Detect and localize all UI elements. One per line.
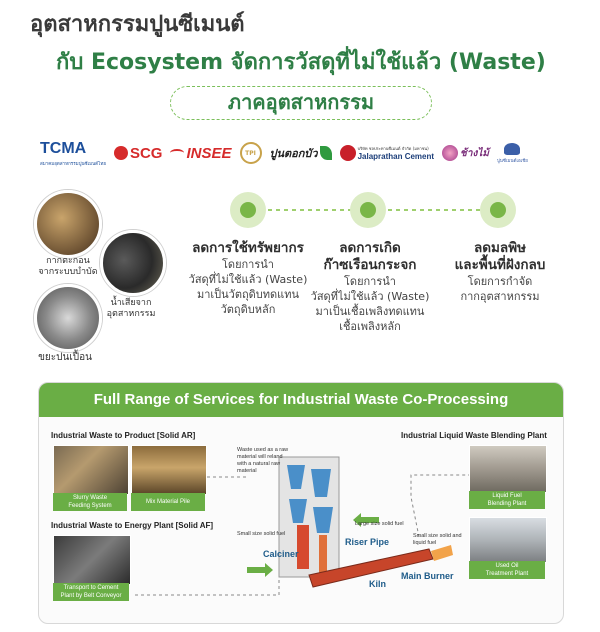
tcma-logo-sub: สมาคมอุตสาหกรรมปูนซีเมนต์ไทย [40, 161, 106, 167]
sludge-caption: กากตะกอน จากระบบบำบัด [38, 256, 98, 277]
insee-logo-text: INSEE [186, 144, 232, 162]
main-burner-label: Main Burner [401, 571, 454, 581]
asia-cement-logo-text: ปูนซีเมนต์เอเชีย [496, 158, 528, 164]
liquid-fuel-label: Liquid Fuel Blending Plant [469, 491, 545, 509]
benefit-greenhouse-line: มาเป็นเชื้อเพลิงทดแทน [315, 305, 425, 318]
scg-logo [114, 145, 163, 162]
slurry-feeding-label: Slurry Waste Feeding System [53, 493, 127, 511]
wastewater-photo [100, 230, 166, 296]
contaminated-waste-caption: ขยะปนเปื้อน [38, 352, 92, 363]
changmai-logo-text: ช้างไม้ [460, 147, 489, 159]
tokbua-logo-text: ปูนตอกบัว [269, 147, 318, 160]
raw-material-note: Waste used as a raw material will reland with a natural raw material [237, 447, 289, 474]
benefit-resources-line: มาเป็นวัตถุดิบทดแทน [196, 288, 300, 301]
solid-liquid-fuel-note: Small size solid and liquid fuel [413, 533, 462, 546]
flower-icon [442, 145, 458, 161]
tcma-logo-text: TCMA [40, 139, 87, 157]
benefit-dot-2 [350, 192, 386, 228]
scg-emblem-icon [114, 146, 128, 160]
benefit-greenhouse-line: เชื้อเพลิงหลัก [339, 320, 401, 333]
riser-pipe-label: Riser Pipe [345, 537, 390, 547]
section-waste-to-energy: Industrial Waste to Energy Plant [Solid AF] [51, 521, 214, 530]
tcma-logo [40, 140, 106, 167]
benefit-resources-line: โดยการนำ [222, 258, 274, 271]
benefit-resources-line: วัสดุที่ไม่ใช้แล้ว (Waste) [188, 273, 308, 286]
preheater-tower [279, 457, 339, 577]
section-waste-to-product: Industrial Waste to Product [Solid AR] [51, 431, 196, 440]
belt-conveyor-label: Transport to Cement Plant by Belt Conveyor [53, 583, 129, 601]
jalaprathan-logo-text: Jalaprathan Cement [357, 152, 435, 161]
title-line-1: อุตสาหกรรมปูนซีเมนต์ [30, 12, 245, 37]
sludge-photo [34, 190, 102, 258]
benefit-dot-1 [230, 192, 266, 228]
logo-row [40, 138, 570, 168]
benefit-resources-heading: ลดการใช้ทรัพยากร [192, 240, 304, 256]
tpi-emblem-icon: TPI [240, 142, 262, 164]
benefit-greenhouse-line: โดยการนำ [344, 275, 396, 288]
jalaprathan-logo-sub: บริษัท ชลประทานซีเมนต์ จำกัด (มหาชน) [357, 146, 429, 151]
tokbua-logo [270, 144, 332, 162]
large-solid-fuel-note: Large size solid fuel [355, 521, 404, 527]
kiln-label: Kiln [369, 579, 386, 589]
tpi-logo [240, 142, 262, 164]
benefit-greenhouse-line: วัสดุที่ไม่ใช้แล้ว (Waste) [310, 290, 430, 303]
insee-logo [170, 145, 231, 162]
used-oil-label: Used Oil Treatment Plant [469, 561, 545, 579]
asia-cement-logo [497, 143, 528, 164]
insee-swoosh-icon [170, 149, 184, 157]
jalaprathan-logo [340, 145, 434, 161]
mix-material-label: Mix Material Pile [131, 493, 205, 511]
changmai-logo [442, 145, 489, 161]
lotus-leaf-icon [320, 146, 332, 160]
section-liquid-blending: Industrial Liquid Waste Blending Plant [401, 431, 547, 440]
wastewater-caption: น้ำเสียจาก อุตสาหกรรม [106, 298, 156, 319]
benefit-pollution-line: โดยการกำจัด [467, 275, 533, 288]
benefit-resources-line: วัตถุดิบหลัก [220, 303, 276, 316]
jalaprathan-emblem-icon [340, 145, 356, 161]
scg-logo-text: SCG [129, 144, 163, 162]
calciner-label: Calciner [263, 549, 299, 559]
small-solid-fuel-note: Small size solid fuel [237, 531, 286, 537]
benefit-resources [180, 240, 316, 317]
benefit-dot-3 [480, 192, 516, 228]
title-line-2: กับ Ecosystem จัดการวัสดุที่ไม่ใช้แล้ว (Waste) [56, 50, 546, 75]
elephant-icon [504, 143, 520, 155]
contaminated-waste-photo [34, 284, 102, 352]
benefit-greenhouse [302, 240, 438, 334]
subtitle-pill: ภาคอุตสาหกรรม [170, 86, 432, 120]
benefit-pollution-line: กากอุตสาหกรรม [460, 290, 540, 303]
services-banner: Full Range of Services for Industrial Waste Co-Processing [39, 383, 563, 417]
benefit-greenhouse-heading: ลดการเกิด ก๊าซเรือนกระจก [323, 240, 417, 273]
benefit-pollution-heading: ลดมลพิษ และพื้นที่ฝังกลบ [454, 240, 546, 273]
benefit-pollution [432, 240, 568, 304]
services-panel [38, 382, 564, 624]
